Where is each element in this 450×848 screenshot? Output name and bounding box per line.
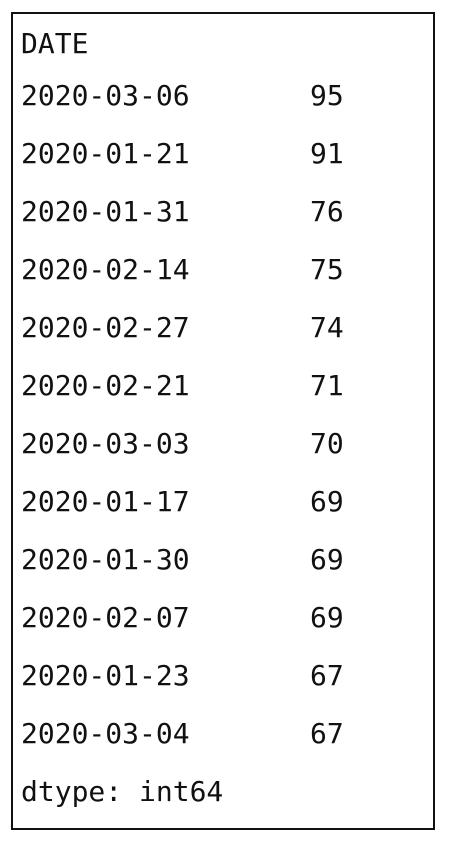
series-row bbox=[21, 415, 344, 473]
series-row bbox=[21, 299, 344, 357]
row-date: 2020-02-07 bbox=[21, 601, 190, 634]
row-date: 2020-01-23 bbox=[21, 659, 190, 692]
index-name: DATE bbox=[21, 27, 89, 60]
row-value: 76 bbox=[310, 195, 344, 228]
row-date: 2020-03-06 bbox=[21, 79, 190, 112]
row-value: 67 bbox=[310, 717, 344, 750]
row-value: 67 bbox=[310, 659, 344, 692]
row-value: 91 bbox=[310, 137, 344, 170]
row-value: 69 bbox=[310, 601, 344, 634]
row-date: 2020-01-21 bbox=[21, 137, 190, 170]
row-date: 2020-02-14 bbox=[21, 253, 190, 286]
row-value: 69 bbox=[310, 543, 344, 576]
row-date: 2020-02-27 bbox=[21, 311, 190, 344]
row-date: 2020-01-31 bbox=[21, 195, 190, 228]
series-row bbox=[21, 531, 344, 589]
series-row bbox=[21, 183, 344, 241]
row-value: 71 bbox=[310, 369, 344, 402]
series-row bbox=[21, 125, 344, 183]
row-date: 2020-03-04 bbox=[21, 717, 190, 750]
series-row bbox=[21, 67, 344, 125]
row-value: 70 bbox=[310, 427, 344, 460]
series-row bbox=[21, 705, 344, 763]
row-date: 2020-03-03 bbox=[21, 427, 190, 460]
series-row bbox=[21, 647, 344, 705]
row-date: 2020-02-21 bbox=[21, 369, 190, 402]
row-value: 75 bbox=[310, 253, 344, 286]
row-date: 2020-01-30 bbox=[21, 543, 190, 576]
series-row bbox=[21, 473, 344, 531]
series-row bbox=[21, 241, 344, 299]
series-row bbox=[21, 589, 344, 647]
series-output-frame bbox=[11, 12, 435, 830]
series-row bbox=[21, 357, 344, 415]
row-date: 2020-01-17 bbox=[21, 485, 190, 518]
row-value: 69 bbox=[310, 485, 344, 518]
row-value: 95 bbox=[310, 79, 344, 112]
series-output bbox=[21, 20, 344, 821]
dtype-line: dtype: int64 bbox=[21, 775, 224, 808]
row-value: 74 bbox=[310, 311, 344, 344]
